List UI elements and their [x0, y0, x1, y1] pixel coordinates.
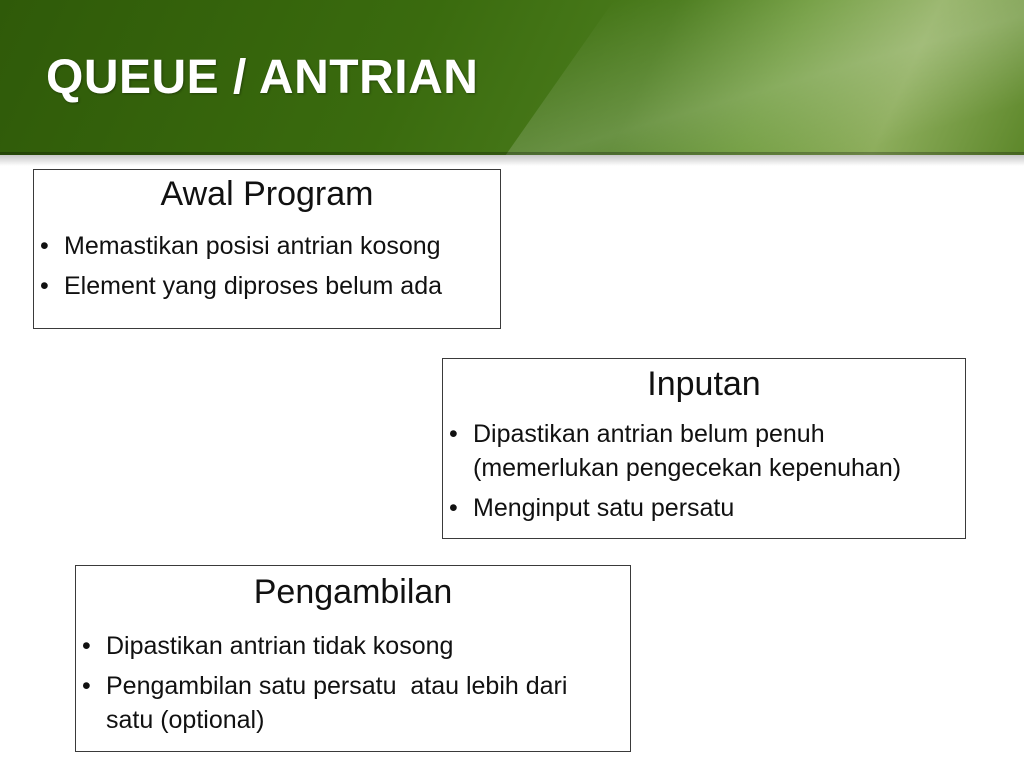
- awal-program-box: [33, 169, 501, 329]
- list-item-text: Dipastikan antrian belum penuh: [473, 420, 825, 448]
- pengambilan-list: [76, 629, 630, 737]
- header-decor-stripe: [506, 0, 1024, 155]
- list-item-text: Element yang diproses belum ada: [64, 272, 443, 300]
- box-title-awal-program: Awal Program: [160, 175, 374, 213]
- header-banner: [0, 0, 1024, 155]
- box-title-pengambilan: Pengambilan: [253, 573, 453, 611]
- list-item-continuation: [76, 703, 630, 737]
- list-item: [443, 417, 965, 451]
- list-item-text: Dipastikan antrian tidak kosong: [106, 632, 454, 660]
- list-item-text: Pengambilan satu persatu atau lebih dari: [106, 672, 568, 700]
- bullet-icon: •: [82, 632, 91, 660]
- box-title-inputan: Inputan: [647, 365, 761, 403]
- list-item-continuation: [443, 451, 965, 485]
- list-item: [34, 269, 500, 303]
- page-title: QUEUE / ANTRIAN: [46, 51, 479, 104]
- list-item: [76, 629, 630, 663]
- list-item-text: Menginput satu persatu: [473, 494, 735, 522]
- header-shadow: [0, 152, 1024, 166]
- awal-program-list: [34, 229, 500, 303]
- bullet-icon: •: [82, 672, 91, 700]
- bullet-icon: •: [449, 494, 458, 522]
- bullet-icon: •: [40, 232, 49, 260]
- list-item: [34, 229, 500, 263]
- inputan-box: [442, 358, 966, 539]
- list-item-text: satu (optional): [106, 706, 265, 734]
- list-item: [443, 491, 965, 525]
- inputan-list: [443, 417, 965, 525]
- pengambilan-box: [75, 565, 631, 752]
- list-item-text: Memastikan posisi antrian kosong: [64, 232, 441, 260]
- list-item: [76, 669, 630, 703]
- bullet-icon: •: [40, 272, 49, 300]
- bullet-icon: •: [449, 420, 458, 448]
- list-item-text: (memerlukan pengecekan kepenuhan): [473, 454, 902, 482]
